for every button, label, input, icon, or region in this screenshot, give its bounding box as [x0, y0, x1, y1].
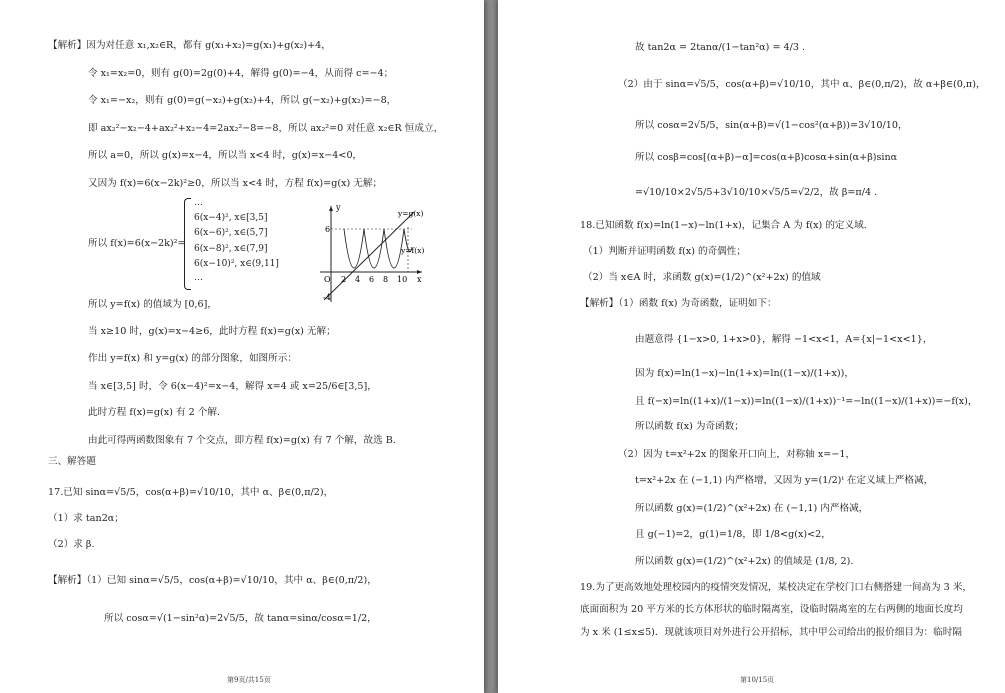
question-19-line-1: 19.为了更高效地处理校园内的疫情突发情况，某校决定在学校门口右侧搭建一间高为 3 米，	[580, 582, 973, 593]
piecewise-row-4: 6(x−8)², x∈(7,9]	[194, 244, 268, 254]
right-page	[498, 0, 1005, 693]
left-line-4: 即 ax₂²−x₂−4+ax₂²+x₂−4=2ax₂²−8=−8，所以 ax₂²=0 对任意 x₂∈R 恒成立，	[88, 123, 444, 134]
right-line-5: =√10/10×2√5/5+3√10/10×√5/5=√2/2，故 β=π/4 .	[635, 187, 878, 198]
left-line-1: 【解析】因为对任意 x₁,x₂∈R，都有 g(x₁+x₂)=g(x₁)+g(x₂)+4，	[48, 40, 331, 51]
left-line-12: 此时方程 f(x)=g(x) 有 2 个解.	[88, 407, 221, 418]
graph-y-label: y	[336, 203, 341, 212]
section-heading: 三、解答题	[48, 456, 96, 467]
function-graph	[316, 202, 426, 304]
question-19-line-2: 底面面积为 20 平方米的长方体形状的临时隔离室，设临时隔离室的左右两侧的地面长度均	[580, 604, 963, 615]
graph-origin: O	[324, 275, 331, 284]
right-line-17: 且 g(−1)=2，g(1)=1/8，即 1/8<g(x)<2，	[635, 529, 831, 540]
question-18: 18.已知函数 f(x)=ln(1−x)−ln(1+x)，记集合 A 为 f(x) 的定义域.	[580, 220, 867, 231]
right-line-12: 且 f(−x)=ln((1+x)/(1−x))=ln((1−x)/(1+x))⁻¹=−ln((1−x)/(1+x))=−f(x)，	[635, 396, 978, 407]
left-line-7: 所以 f(x)=6(x−2k)²=	[88, 238, 186, 249]
piecewise-row-6: …	[194, 273, 203, 283]
left-line-18: 【解析】（1）已知 sinα=√5/5，cos(α+β)=√10/10，其中 α、β∈(0,π/2)，	[48, 575, 377, 586]
piecewise-row-5: 6(x−10)², x∈(9,11]	[194, 259, 279, 269]
right-line-2: （2）由于 sinα=√5/5，cos(α+β)=√10/10，其中 α、β∈(0,π/2)，故 α+β∈(0,π)，	[618, 79, 986, 90]
left-line-6: 又因为 f(x)=6(x−2k)²≥0，所以当 x<4 时，方程 f(x)=g(x) 无解；	[88, 178, 383, 189]
right-line-11: 因为 f(x)=ln(1−x)−ln(1+x)=ln((1−x)/(1+x))，	[635, 368, 855, 379]
left-line-10: 作出 y=f(x) 和 y=g(x) 的部分图象，如图所示：	[88, 353, 297, 364]
piecewise-row-2: 6(x−4)², x∈[3,5]	[194, 213, 268, 223]
graph-xtick-2: 2	[341, 275, 347, 284]
left-line-3: 令 x₁=−x₂，则有 g(0)=g(−x₂)+g(x₂)+4，所以 g(−x₂)+g(x₂)=−8，	[88, 95, 397, 106]
left-line-5: 所以 a=0，所以 g(x)=x−4，所以当 x<4 时，g(x)=x−4<0，	[88, 150, 363, 161]
right-line-4: 所以 cosβ=cos[(α+β)−α]=cos(α+β)cosα+sin(α+β)sinα	[635, 152, 898, 163]
question-18-part-1: （1）判断并证明函数 f(x) 的奇偶性；	[583, 246, 746, 257]
question-17: 17.已知 sinα=√5/5，cos(α+β)=√10/10，其中 α、β∈(0,π/2)，	[48, 487, 334, 498]
right-line-14: （2）因为 t=x²+2x 的图象开口向上，对称轴 x=−1，	[618, 449, 856, 460]
right-line-9: 【解析】（1）函数 f(x) 为奇函数，证明如下：	[580, 298, 777, 309]
right-line-10: 由题意得 {1−x>0, 1+x>0}，解得 −1<x<1，A={x|−1<x<1}，	[635, 334, 933, 345]
left-line-11: 当 x∈[3,5] 时，令 6(x−4)²=x−4，解得 x=4 或 x=25/6∈[3,5]，	[88, 381, 377, 392]
graph-label-g: y=g(x)	[398, 209, 424, 218]
left-page-footer: 第9页/共15页	[227, 676, 271, 684]
graph-x-label: x	[417, 275, 422, 284]
graph-xtick-4: 4	[355, 275, 361, 284]
left-line-9: 当 x≥10 时，g(x)=x−4≥6，此时方程 f(x)=g(x) 无解；	[88, 326, 336, 337]
question-17-part-1: （1）求 tan2α；	[48, 513, 124, 524]
piecewise-row-1: …	[194, 198, 203, 208]
right-line-13: 所以函数 f(x) 为奇函数；	[635, 421, 744, 432]
left-page	[0, 0, 484, 693]
graph-ytick-6: 6	[325, 225, 331, 234]
graph-label-f: y=f(x)	[401, 246, 425, 255]
piecewise-row-3: 6(x−6)², x∈(5,7]	[194, 228, 268, 238]
left-line-2: 令 x₁=x₂=0，则有 g(0)=2g(0)+4，解得 g(0)=−4，从而得 c=−4；	[88, 68, 394, 79]
graph-ytick-neg4: -4	[323, 293, 331, 302]
left-line-19: 所以 cosα=√(1−sin²α)=2√5/5，故 tanα=sinα/cosα=1/2，	[104, 613, 377, 624]
graph-xtick-8: 8	[383, 275, 389, 284]
graph-xtick-6: 6	[369, 275, 375, 284]
question-17-part-2: （2）求 β.	[48, 539, 95, 550]
right-line-3: 所以 cosα=2√5/5，sin(α+β)=√(1−cos²(α+β))=3√10/10，	[635, 120, 908, 131]
graph-xtick-10: 10	[397, 275, 408, 284]
piecewise-brace	[184, 198, 191, 290]
right-line-16: 所以函数 g(x)=(1/2)^(x²+2x) 在 (−1,1) 内严格减，	[635, 503, 869, 514]
left-line-13: 由此可得两函数图象有 7 个交点，即方程 f(x)=g(x) 有 7 个解，故选 B.	[88, 435, 396, 446]
question-18-part-2: （2）当 x∈A 时，求函数 g(x)=(1/2)^(x²+2x) 的值域	[583, 272, 821, 283]
right-line-18: 所以函数 g(x)=(1/2)^(x²+2x) 的值域是 (1/8, 2).	[635, 556, 854, 567]
right-line-15: t=x²+2x 在 (−1,1) 内严格增，又因为 y=(1/2)ᵗ 在定义域上严格减，	[635, 475, 934, 486]
left-line-8: 所以 y=f(x) 的值域为 [0,6]，	[88, 299, 217, 310]
question-19-line-3: 为 x 米 (1≤x≤5)．现就该项目对外进行公开招标，其中甲公司给出的报价细目为：临时隔	[580, 627, 962, 638]
right-line-1: 故 tan2α = 2tanα/(1−tan²α) = 4/3 .	[635, 42, 806, 53]
right-page-footer: 第10/15页	[740, 676, 775, 684]
